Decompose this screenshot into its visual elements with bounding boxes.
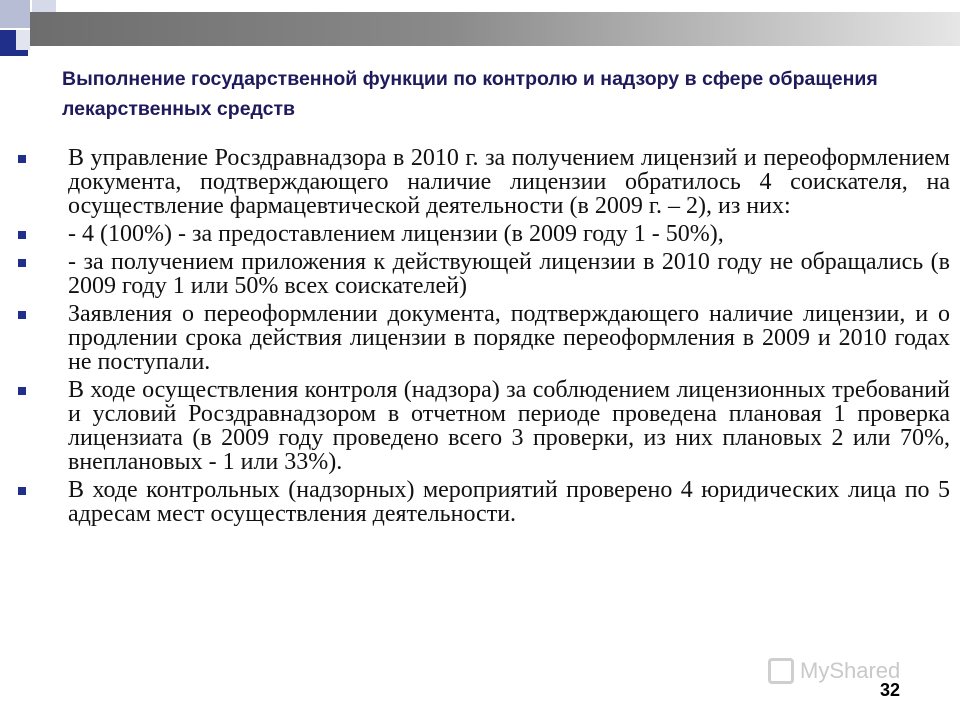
bullet-list xyxy=(18,146,950,530)
list-item xyxy=(18,478,950,526)
bullet-square-icon xyxy=(18,155,26,163)
list-item-text: - 4 (100%) - за предоставлением лицензии (в 2009 году 1 - 50%), xyxy=(68,221,724,247)
list-item-text: - за получением приложения к действующей лицензии в 2010 году не обращались (в 2009 году 1 или 50% всех соискателей) xyxy=(68,249,950,299)
list-item-text: В управление Росздравнадзора в 2010 г. за получением лицензий и переоформлением документа, подтверждающего наличие лицензии обратилось 4 соискателя, на осуществление фармацевтической деятельности (в 2009 г. – 2), из них: xyxy=(68,145,950,219)
bullet-square-icon xyxy=(18,387,26,395)
watermark-text: MyShared xyxy=(800,658,901,683)
bullet-square-icon xyxy=(18,487,26,495)
page-number: 32 xyxy=(880,680,901,700)
bullet-square-icon xyxy=(18,231,26,239)
list-item-text: В ходе осуществления контроля (надзора) за соблюдением лицензионных требований и условий Росздравнадзором в отчетном периоде проведена плановая 1 проверка лицензиата (в 2009 году проведено всего 3 проверки, из них плановых 2 или 70%, внеплановых - 1 или 33%). xyxy=(68,377,950,475)
list-item-text: В ходе контрольных (надзорных) мероприятий проверено 4 юридических лица по 5 адресам мест осуществления деятельности. xyxy=(68,477,950,527)
decor-square xyxy=(16,30,30,50)
list-item xyxy=(18,250,950,298)
bullet-square-icon xyxy=(18,259,26,267)
header-band xyxy=(30,12,960,46)
list-item-text: Заявления о переоформлении документа, подтверждающего наличие лицензии, и о продлении срока действия лицензии в порядке переоформления в 2009 и 2010 годах не поступали. xyxy=(68,301,950,375)
list-item xyxy=(18,378,950,474)
decor-square xyxy=(0,0,30,28)
bullet-square-icon xyxy=(18,311,26,319)
list-item xyxy=(18,302,950,374)
slide-title: Выполнение государственной функции по контролю и надзору в сфере обращения лекарственных средств xyxy=(62,68,878,120)
list-item xyxy=(18,146,950,218)
list-item xyxy=(18,222,950,246)
presentation-icon xyxy=(768,658,794,684)
